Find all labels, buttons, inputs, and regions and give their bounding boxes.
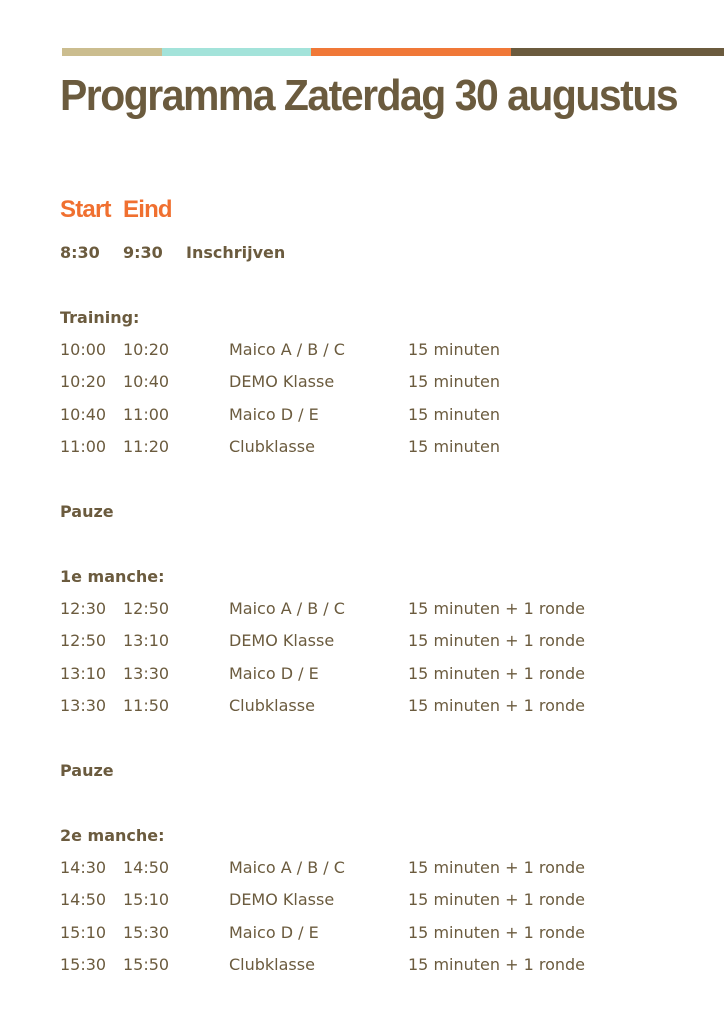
page-title: Programma Zaterdag 30 augustus — [60, 71, 678, 120]
color-bar-segment — [162, 48, 311, 56]
end-time: 10:40 — [123, 372, 170, 392]
start-time: 12:50 — [60, 631, 107, 651]
class-name: DEMO Klasse — [229, 372, 335, 392]
duration: 15 minuten + 1 ronde — [408, 890, 586, 910]
class-name: Maico D / E — [229, 922, 319, 942]
schedule-row — [60, 888, 700, 912]
section-title-manche-1: 1e manche: — [60, 567, 165, 586]
end-time: 13:30 — [123, 663, 170, 683]
pause-label: Pauze — [60, 502, 114, 521]
end-time: 11:00 — [123, 404, 170, 424]
pause-label: Pauze — [60, 761, 114, 780]
start-time: 14:30 — [60, 858, 107, 877]
schedule-row — [60, 694, 700, 718]
start-time: 13:30 — [60, 696, 107, 716]
class-name: Maico D / E — [229, 404, 319, 424]
duration: 15 minuten — [408, 404, 501, 424]
schedule-row — [60, 856, 700, 880]
class-name: Maico A / B / C — [229, 858, 345, 877]
end-time: 15:30 — [123, 922, 170, 942]
duration: 15 minuten + 1 ronde — [408, 696, 586, 716]
class-name: Maico A / B / C — [229, 599, 345, 618]
duration: 15 minuten — [408, 437, 501, 457]
schedule-row — [60, 953, 700, 977]
start-time: 13:10 — [60, 663, 107, 683]
end-time: 10:20 — [123, 340, 170, 359]
header-start: Start — [60, 196, 111, 223]
duration: 15 minuten + 1 ronde — [408, 631, 586, 651]
color-bar — [62, 48, 724, 56]
schedule-row — [60, 338, 700, 362]
color-bar-segment — [511, 48, 724, 56]
class-name: Maico A / B / C — [229, 340, 345, 359]
duration: 15 minuten + 1 ronde — [408, 922, 586, 942]
duration: 15 minuten — [408, 372, 501, 392]
class-name: DEMO Klasse — [229, 890, 335, 910]
start-time: 11:00 — [60, 437, 107, 457]
start-time: 12:30 — [60, 599, 107, 618]
start-time: 10:00 — [60, 340, 107, 359]
end-time: 15:10 — [123, 890, 170, 910]
color-bar-segment — [311, 48, 511, 56]
start-time: 10:40 — [60, 404, 107, 424]
duration: 15 minuten — [408, 340, 501, 359]
section-title-training: Training: — [60, 308, 140, 327]
end-time: 13:10 — [123, 631, 170, 651]
schedule-row — [60, 403, 700, 427]
start-time: 15:30 — [60, 955, 107, 975]
start-time: 8:30 — [60, 243, 100, 262]
section-title-manche-2: 2e manche: — [60, 826, 165, 845]
start-time: 10:20 — [60, 372, 107, 392]
registration-label: Inschrijven — [186, 243, 286, 262]
color-bar-segment — [62, 48, 162, 56]
header-end: Eind — [123, 196, 172, 223]
duration: 15 minuten + 1 ronde — [408, 955, 586, 975]
start-time: 15:10 — [60, 922, 107, 942]
registration-row — [60, 241, 700, 265]
schedule-row — [60, 435, 700, 459]
schedule-row — [60, 921, 700, 945]
schedule-row — [60, 370, 700, 394]
end-time: 12:50 — [123, 599, 170, 618]
end-time: 15:50 — [123, 955, 170, 975]
schedule-row — [60, 662, 700, 686]
start-time: 14:50 — [60, 890, 107, 910]
end-time: 11:50 — [123, 696, 170, 716]
class-name: Clubklasse — [229, 437, 315, 457]
class-name: Clubklasse — [229, 696, 315, 716]
duration: 15 minuten + 1 ronde — [408, 858, 586, 877]
schedule-row — [60, 629, 700, 653]
end-time: 14:50 — [123, 858, 170, 877]
class-name: Clubklasse — [229, 955, 315, 975]
class-name: Maico D / E — [229, 663, 319, 683]
duration: 15 minuten + 1 ronde — [408, 599, 586, 618]
class-name: DEMO Klasse — [229, 631, 335, 651]
end-time: 9:30 — [123, 243, 163, 262]
duration: 15 minuten + 1 ronde — [408, 663, 586, 683]
schedule-row — [60, 597, 700, 621]
end-time: 11:20 — [123, 437, 170, 457]
